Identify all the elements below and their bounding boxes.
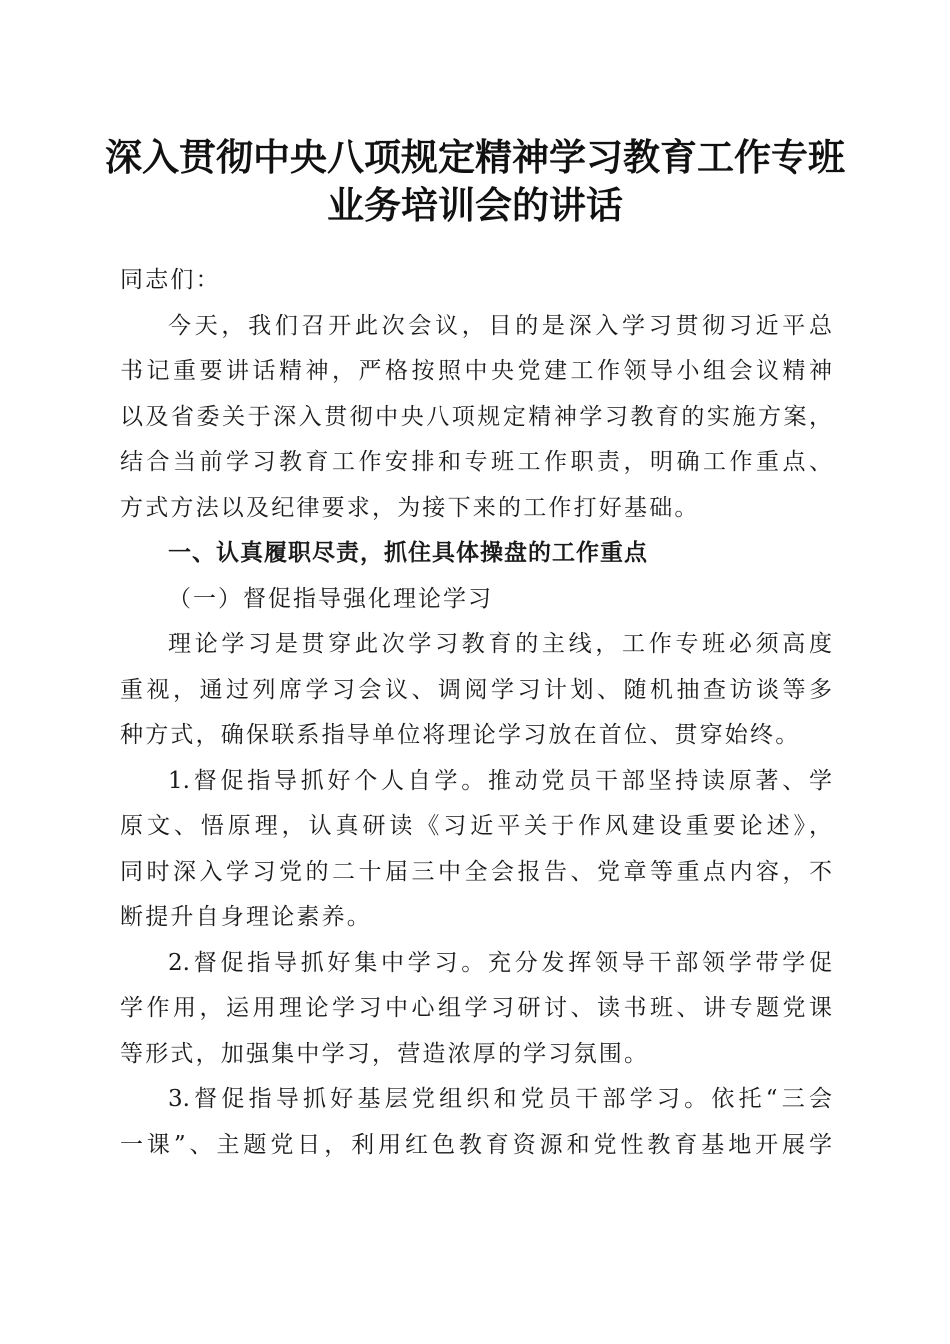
paragraph-line: 学作用，运用理论学习中心组学习研讨、读书班、讲专题党课 <box>120 995 832 1021</box>
document-title <box>90 133 860 229</box>
paragraph-line: 以及省委关于深入贯彻中央八项规定精神学习教育的实施方案， <box>120 403 832 430</box>
item-1-paragraph <box>120 759 832 941</box>
intro-paragraph <box>120 304 832 532</box>
title-line-1: 深入贯彻中央八项规定精神学习教育工作专班 <box>105 135 845 179</box>
salutation: 同志们： <box>120 267 221 293</box>
paragraph-line: 种方式，确保联系指导单位将理论学习放在首位、贯穿始终。 <box>120 722 801 748</box>
paragraph-line: 重视，通过列席学习会议、调阅学习计划、随机抽查访谈等多 <box>120 676 832 703</box>
subsection-heading-1: （一）督促指导强化理论学习 <box>168 585 493 612</box>
paragraph-line: 同时深入学习党的二十届三中全会报告、党章等重点内容，不 <box>120 858 832 885</box>
paragraph-line: 方式方法以及纪律要求，为接下来的工作打好基础。 <box>120 494 700 521</box>
paragraph-line: 今天，我们召开此次会议，目的是深入学习贯彻习近平总 <box>168 312 832 339</box>
paragraph-line: 原文、悟原理，认真研读《习近平关于作风建设重要论述》， <box>120 813 832 839</box>
item-3-paragraph <box>120 1077 832 1168</box>
paragraph-line: 书记重要讲话精神，严格按照中央党建工作领导小组会议精神 <box>120 358 832 384</box>
section-heading-1: 一、认真履职尽责，抓住具体操盘的工作重点 <box>168 540 648 566</box>
paragraph-line: 结合当前学习教育工作安排和专班工作职责，明确工作重点、 <box>120 449 832 475</box>
paragraph-line: 理论学习是贯穿此次学习教育的主线，工作专班必须高度 <box>168 631 832 657</box>
theory-paragraph <box>120 622 832 759</box>
document-body <box>120 258 832 1168</box>
paragraph-line: 1.督促指导抓好个人自学。推动党员干部坚持读原著、学 <box>168 767 832 794</box>
paragraph-line: 2.督促指导抓好集中学习。充分发挥领导干部领学带学促 <box>168 949 832 976</box>
paragraph-line: 等形式，加强集中学习，营造浓厚的学习氛围。 <box>120 1040 650 1067</box>
paragraph-line: 断提升自身理论素养。 <box>120 904 372 930</box>
paragraph-line: 一课”、主题党日，利用红色教育资源和党性教育基地开展学 <box>120 1131 832 1158</box>
title-line-2: 业务培训会的讲话 <box>327 183 623 227</box>
item-2-paragraph <box>120 941 832 1078</box>
paragraph-line: 3.督促指导抓好基层党组织和党员干部学习。依托“三会 <box>168 1086 832 1112</box>
